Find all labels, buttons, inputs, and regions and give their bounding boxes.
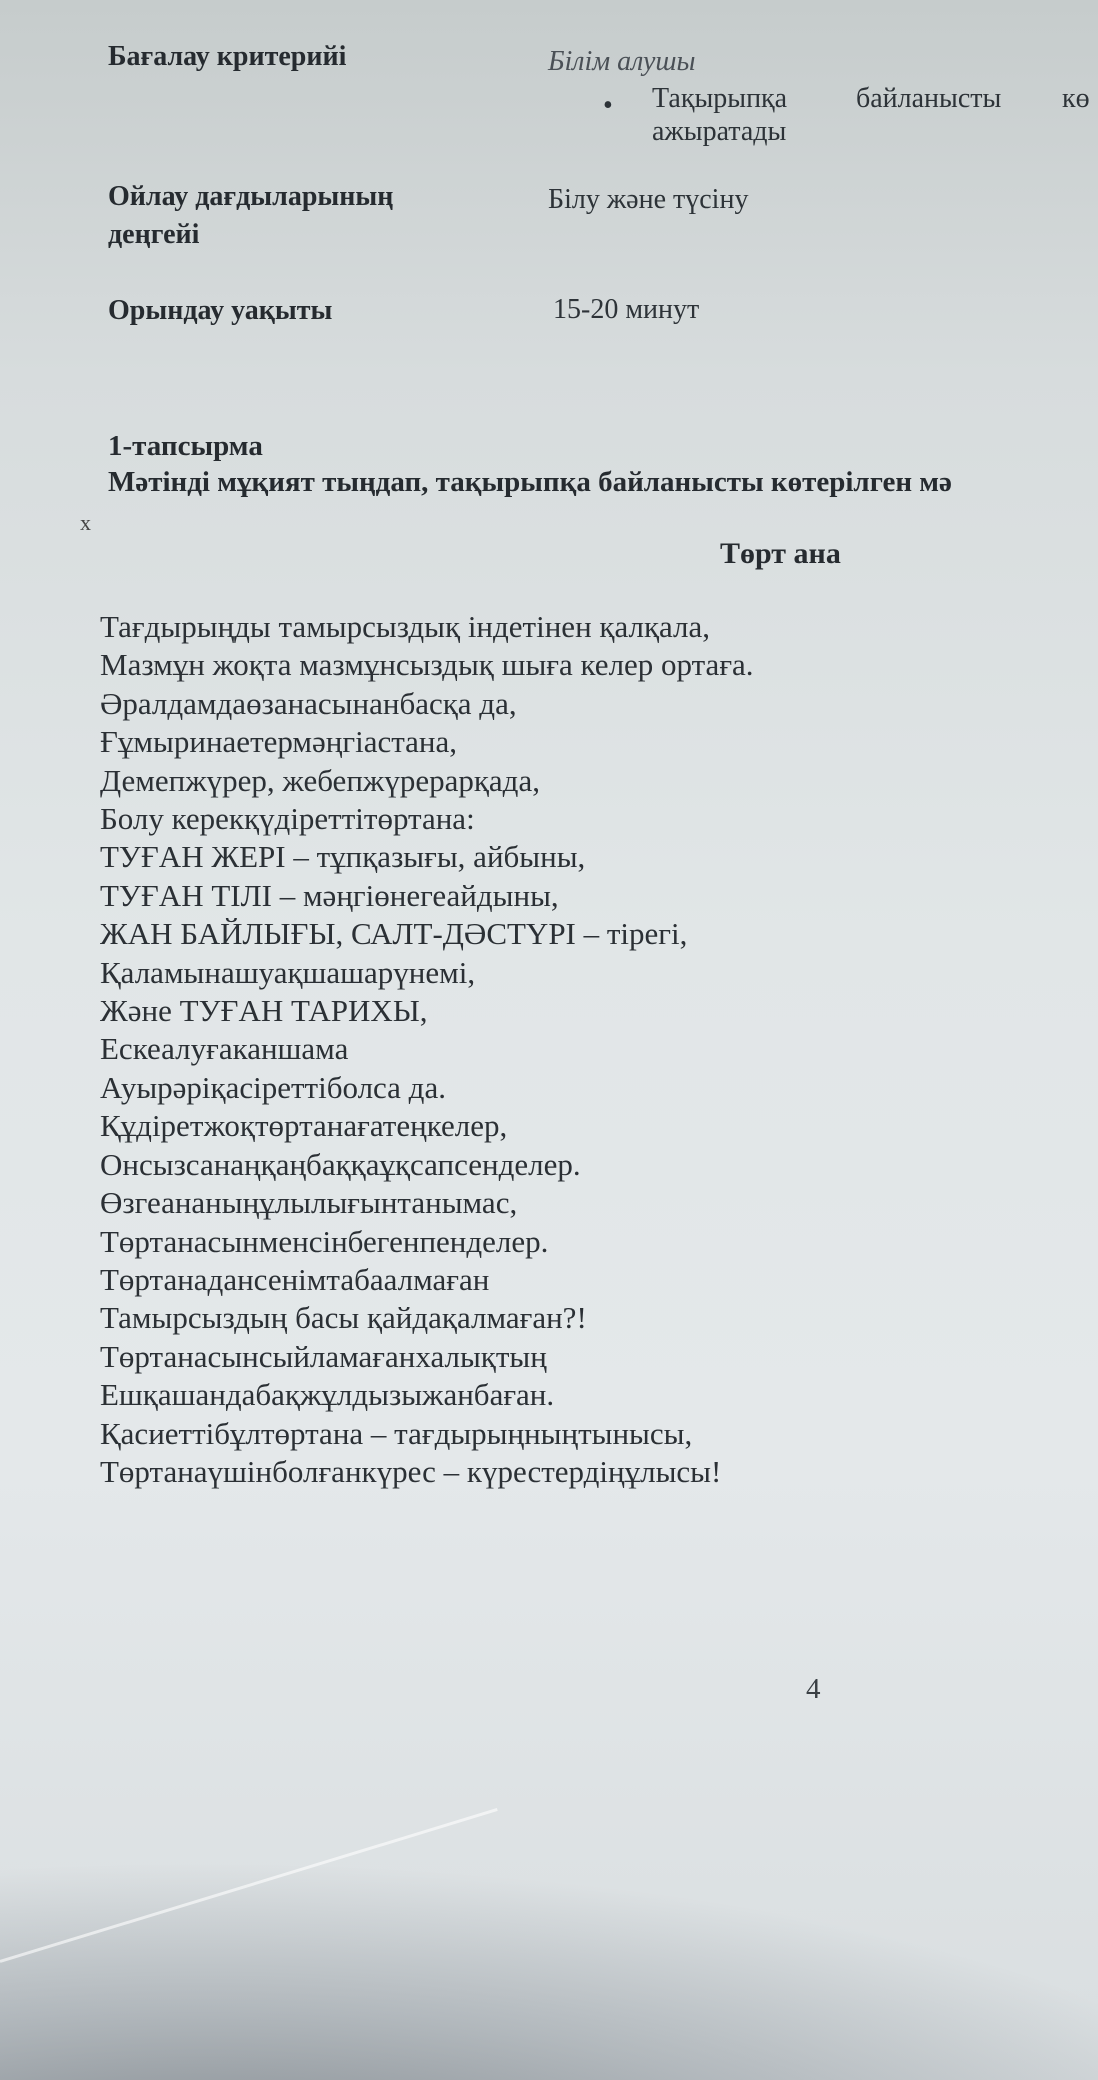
task-instruction: Мәтінді мұқият тыңдап, тақырыпқа байланысты көтерілген мә (108, 466, 952, 498)
page-number: 4 (806, 1673, 821, 1705)
thinking-label-line-2: деңгейі (108, 219, 200, 250)
criteria-label: Бағалау критерийі (108, 41, 347, 72)
poem-line: Төртанадансенімтабаалмаған (100, 1261, 490, 1297)
poem-line: Төртанасынсыйламағанхалықтың (100, 1338, 547, 1374)
poem-line: ТУҒАН ЖЕРІ – тұпқазығы, айбыны, (100, 839, 586, 875)
photo-shadow (0, 1860, 1098, 2080)
poem-line: Ескеалуғаканшама (100, 1031, 349, 1067)
poem-line: Қасиеттібұлтөртана – тағдырыңныңтынысы, (100, 1415, 693, 1451)
time-value: 15-20 минут (553, 294, 700, 325)
poem-line: Болу керекқүдіреттітөртана: (100, 801, 475, 837)
poem-line: Қаламынашуақшашарүнемі, (100, 954, 476, 990)
poem-line: Өзгеананыңұлылығынтанымас, (100, 1185, 518, 1221)
poem-line: ТУҒАН ТІЛІ – мәңгіөнегеайдыны, (100, 877, 559, 913)
poem-line: Ғұмыринаетермәңгіастана, (100, 724, 457, 760)
poem-line: Төртанасынменсінбегенпенделер. (100, 1223, 549, 1259)
poem-line: Және ТУҒАН ТАРИХЫ, (100, 993, 428, 1029)
poem-line: Тағдырыңды тамырсыздық індетінен қалқала, (100, 609, 711, 644)
poem-line: Демепжүрер, жебепжүрерарқада, (100, 762, 540, 798)
criteria-bullet-word-3: кө (1062, 83, 1090, 114)
bullet-dot-icon: • (603, 90, 613, 121)
poem-line: Ауырәріқасіреттіболса да. (100, 1069, 446, 1105)
poem-line: Тамырсыздың басы қайдақалмаған?! (100, 1300, 587, 1336)
poem-line: Төртанаүшінболғанкүрес – күрестердіңұлысы! (100, 1453, 722, 1489)
poem-line: Ешқашандабақжұлдызыжанбаған. (100, 1377, 555, 1413)
poem-title: Төрт ана (720, 537, 841, 570)
criteria-value: Білім алушы (548, 46, 696, 77)
poem-line: Онсызсанаңқаңбаққаұқсапсенделер. (100, 1146, 581, 1182)
poem-line: Мазмұн жоқта мазмұнсыздық шыға келер ортаға. (100, 647, 754, 683)
poem-lines (100, 608, 754, 1491)
criteria-bullet-word-2: байланысты (856, 83, 1002, 114)
poem-line: Құдіретжоқтөртанағатеңкелер, (100, 1108, 508, 1144)
poem-line: Әралдамдаөзанасынанбасқа да, (100, 685, 517, 721)
criteria-bullet-word-1: Тақырыпқа (652, 83, 788, 114)
thinking-label-line-1: Ойлау дағдыларының (108, 181, 394, 212)
poem-line: ЖАН БАЙЛЫҒЫ, САЛТ-ДӘСТҮРІ – тірегі, (100, 916, 688, 952)
x-mark: х (80, 510, 91, 535)
time-label: Орындау уақыты (108, 295, 333, 326)
task-title: 1-тапсырма (108, 430, 263, 462)
criteria-bullet-line-2: ажыратады (652, 116, 787, 147)
thinking-value: Білу және түсіну (548, 184, 749, 215)
